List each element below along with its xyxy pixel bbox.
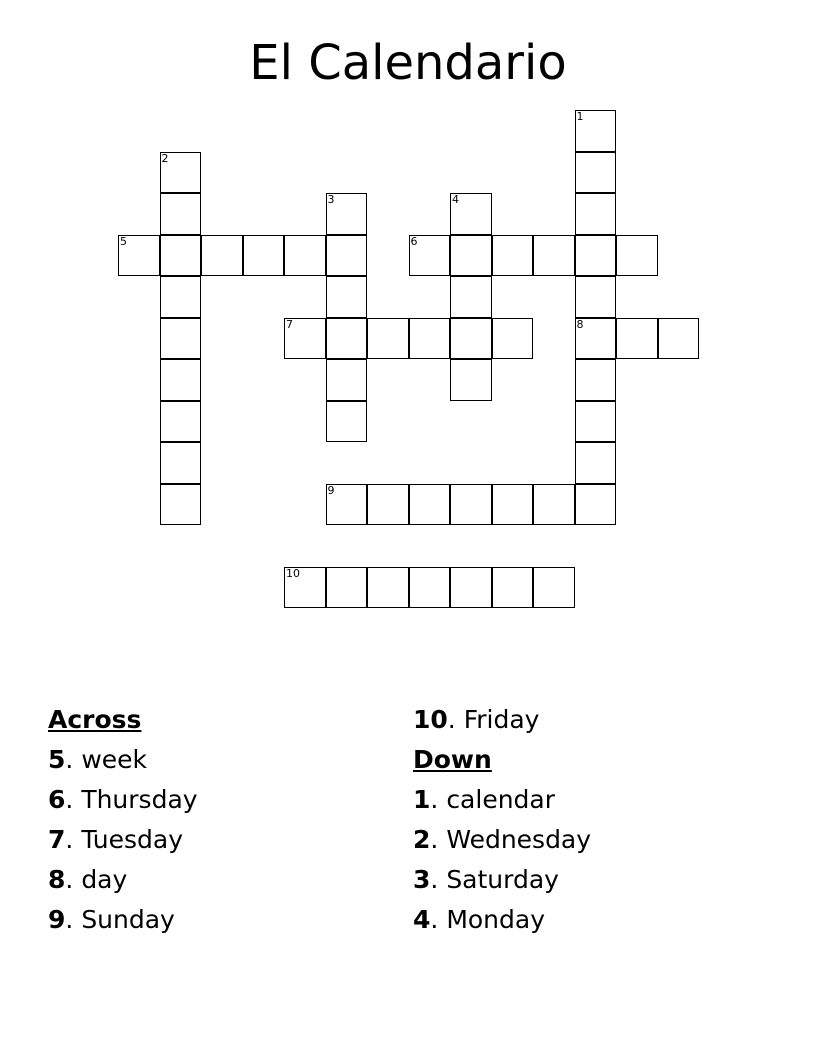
crossword-cell[interactable] [450,276,492,318]
across-clue [413,700,591,740]
crossword-cell[interactable] [450,567,492,609]
crossword-cell[interactable] [326,276,368,318]
crossword-cell[interactable] [575,401,617,443]
crossword-cell[interactable] [160,442,202,484]
crossword-cell[interactable] [284,318,326,360]
clue-number: 2 [413,825,431,854]
clue-text: calendar [446,785,556,814]
crossword-cell[interactable] [492,567,534,609]
cell-number: 5 [120,234,127,248]
clue-text: Monday [446,905,546,934]
clue-text: week [81,745,147,774]
cell-number: 7 [286,317,293,331]
cell-number: 6 [410,234,418,248]
clue-separator: . [65,825,82,854]
crossword-cell[interactable] [575,359,617,401]
page-title: El Calendario [249,35,567,91]
cell-number: 10 [286,566,300,580]
clue-separator: . [430,905,447,934]
clue-separator: . [65,905,82,934]
clue-separator: . [65,865,82,894]
clue-separator: . [447,705,464,734]
crossword-cell[interactable] [575,484,617,526]
crossword-cell[interactable] [160,484,202,526]
across-clue [48,860,198,900]
across-heading [48,700,198,740]
across-clue [48,740,198,780]
clue-number: 4 [413,905,431,934]
crossword-cell[interactable] [160,276,202,318]
cell-number: 9 [327,483,335,497]
crossword-cell[interactable] [575,442,617,484]
crossword-cell[interactable] [367,484,409,526]
crossword-cell[interactable] [160,401,202,443]
crossword-cell[interactable] [533,235,575,277]
crossword-cell[interactable] [326,235,368,277]
clue-separator: . [430,825,447,854]
clues-right-column [413,700,591,940]
crossword-cell[interactable] [450,193,492,235]
crossword-cell[interactable] [326,484,368,526]
crossword-cell[interactable] [326,401,368,443]
clue-number: 1 [413,785,431,814]
down-clue [413,780,591,820]
crossword-cell[interactable] [201,235,243,277]
crossword-cell[interactable] [658,318,700,360]
crossword-cell[interactable] [450,235,492,277]
clue-number: 5 [48,745,66,774]
down-clue [413,860,591,900]
crossword-cell[interactable] [326,359,368,401]
clue-separator: . [430,865,447,894]
crossword-cell[interactable] [160,193,202,235]
down-heading [413,740,591,780]
crossword-cell[interactable] [243,235,285,277]
crossword-cell[interactable] [409,484,451,526]
clue-separator: . [65,785,82,814]
clue-number: 6 [48,785,66,814]
clue-text: Saturday [446,865,559,894]
crossword-cell[interactable] [575,193,617,235]
crossword-cell[interactable] [367,318,409,360]
crossword-cell[interactable] [450,484,492,526]
crossword-cell[interactable] [284,235,326,277]
crossword-cell[interactable] [450,318,492,360]
clue-number: 3 [413,865,431,894]
clue-number: 9 [48,905,66,934]
across-clue [48,820,198,860]
across-clue [48,900,198,940]
down-clue [413,900,591,940]
clue-text: Tuesday [81,825,184,854]
crossword-cell[interactable] [616,318,658,360]
crossword-cell[interactable] [160,318,202,360]
crossword-cell[interactable] [492,235,534,277]
crossword-cell[interactable] [326,567,368,609]
clue-separator: . [65,745,82,774]
crossword-cell[interactable] [326,193,368,235]
cell-number: 4 [452,193,459,206]
crossword-cell[interactable] [575,110,617,152]
cell-number: 8 [576,317,584,331]
crossword-cell[interactable] [118,235,160,277]
across-heading-text: Across [48,705,142,734]
cell-number: 3 [327,193,335,206]
clue-text: Sunday [81,905,175,934]
crossword-cell[interactable] [575,235,617,277]
down-clue [413,820,591,860]
clues-left-column [48,700,198,940]
crossword-cell[interactable] [533,567,575,609]
clue-number: 7 [48,825,66,854]
crossword-cell[interactable] [326,318,368,360]
crossword-cell[interactable] [409,567,451,609]
clue-text: day [81,865,128,894]
crossword-cell[interactable] [575,152,617,194]
clue-separator: . [430,785,447,814]
crossword-cell[interactable] [367,567,409,609]
cell-number: 1 [576,110,584,123]
crossword-cell[interactable] [492,484,534,526]
clue-text: Wednesday [446,825,592,854]
crossword-cell[interactable] [160,152,202,194]
crossword-cell[interactable] [575,318,617,360]
across-clue [48,780,198,820]
crossword-cell[interactable] [409,235,451,277]
down-heading-text: Down [413,745,492,774]
crossword-cell[interactable] [533,484,575,526]
crossword-cell[interactable] [575,276,617,318]
crossword-cell[interactable] [492,318,534,360]
crossword-cell[interactable] [616,235,658,277]
clue-text: Thursday [81,785,198,814]
clue-number: 8 [48,865,66,894]
crossword-cell[interactable] [160,359,202,401]
clue-number: 10 [413,705,448,734]
crossword-cell[interactable] [450,359,492,401]
clue-text: Friday [463,705,540,734]
crossword-cell[interactable] [284,567,326,609]
crossword-cell[interactable] [160,235,202,277]
crossword-cell[interactable] [409,318,451,360]
cell-number: 2 [161,151,169,165]
